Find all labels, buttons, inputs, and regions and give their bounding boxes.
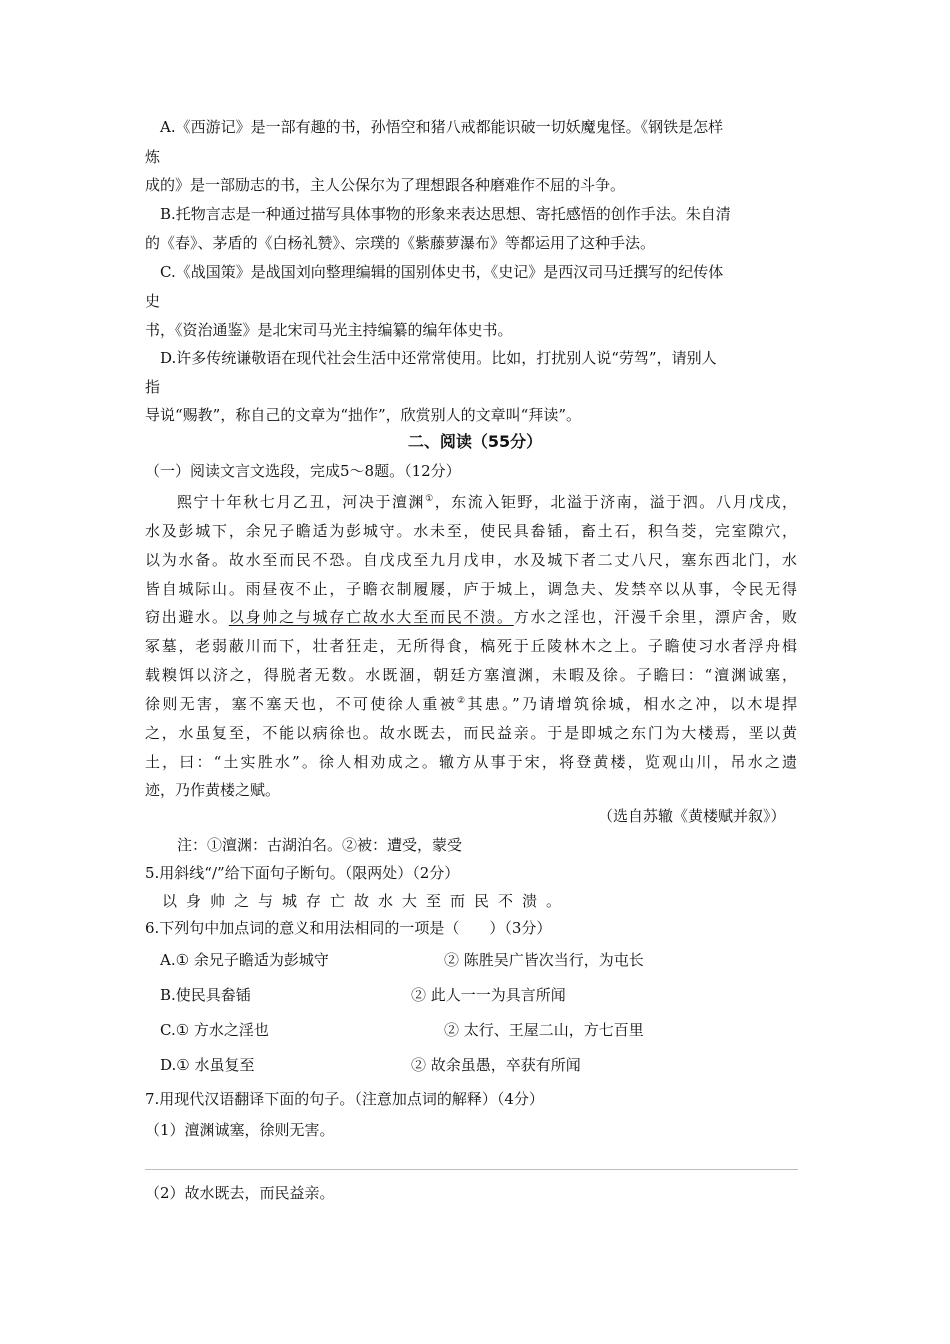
q4-option-a-line3: 成的》是一部励志的书，主人公保尔为了理想跟各种磨难作不屈的斗争。	[145, 176, 626, 194]
q6-option-c-1: C.① 方水之淫也	[160, 1021, 269, 1039]
q4-option-d-line2: 指	[145, 378, 161, 396]
q7-sentence-2: （2）故水既去，而民益亲。	[145, 1184, 335, 1202]
part1-instruction: （一）阅读文言文选段，完成5～8题。（12分）	[145, 462, 461, 480]
q7-stem: 7.用现代汉语翻译下面的句子。（注意加点词的解释）（4分）	[145, 1090, 544, 1108]
passage-line-11: 迹，乃作黄楼之赋。	[145, 781, 281, 799]
q6-option-b-2: ② 此人一一为具言所闻	[411, 986, 566, 1004]
q6-option-a-2: ② 陈胜吴广皆次当行，为屯长	[444, 951, 644, 969]
section-title: 二、阅读（55分）	[407, 432, 543, 451]
passage-line-6: 冢墓，老弱蔽川而下，壮者狂走，无所得食，槁死于丘陵林木之上。子瞻使习水者浮舟楫	[145, 637, 797, 655]
passage-text: ，东流入钜野，北溢于济南，溢于泗。八月戊戌，	[434, 493, 797, 511]
passage-notes: 注：①澶渊：古湖泊名。②被：遭受，蒙受	[177, 836, 463, 854]
q6-option-b-1: B.使民具畚锸	[160, 986, 251, 1004]
q4-option-a-line1: A.《西游记》是一部有趣的书，孙悟空和猪八戒都能识破一切妖魔鬼怪。《钢铁是怎样	[160, 118, 724, 136]
passage-line-1	[177, 492, 797, 512]
footnote-marker-2: ②	[457, 696, 468, 706]
q6-option-a-1: A.① 余兄子瞻适为彭城守	[160, 951, 329, 969]
q5-sentence: 以身帅之与城存亡故水大至而民不溃。	[162, 892, 571, 910]
q4-option-b-line1: B.托物言志是一种通过描写具体事物的形象来表达思想、寄托感悟的创作手法。朱自清	[160, 205, 731, 223]
passage-line-7: 载糗饵以济之，得脱者无数。水既涸，朝廷方塞澶渊，未暇及徐。子瞻曰：“澶渊诚塞，	[145, 666, 797, 684]
underlined-sentence: 以身帅之与城存亡故水大至而民不溃。	[228, 608, 514, 626]
q6-stem: 6.下列句中加点词的意义和用法相同的一项是（ ）（3分）	[145, 919, 552, 937]
passage-text: 徐则无害，塞不塞天也，不可使徐人重被	[145, 695, 458, 713]
passage-line-10: 土，曰：“土实胜水”。徐人相劝成之。辙方从事于宋，将登黄楼，览观山川，吊水之遗	[145, 753, 797, 771]
q4-option-b-line2: 的《春》、茅盾的《白杨礼赞》、宗璞的《紫藤萝瀑布》等都运用了这种手法。	[145, 234, 656, 252]
q4-option-d-line3: 导说“赐教”，称自己的文章为“拙作”，欣赏别人的文章叫“拜读”。	[145, 406, 582, 424]
q6-option-d-2: ② 故余虽愚，卒获有所闻	[411, 1056, 581, 1074]
passage-line-8	[145, 694, 797, 714]
passage-text: 方水之淫也，汗漫千余里，漂庐舍，败	[513, 608, 797, 626]
q4-option-c-line1: C.《战国策》是战国刘向整理编辑的国别体史书，《史记》是西汉司马迁撰写的纪传体	[160, 263, 724, 281]
q6-option-c-2: ② 太行、王屋二山，方七百里	[444, 1021, 644, 1039]
passage-line-4: 皆自城际山。雨昼夜不止，子瞻衣制履屦，庐于城上，调急夫、发禁卒以从事，令民无得	[145, 580, 797, 598]
passage-source: （选自苏辙《黄楼赋并叙》）	[598, 807, 786, 825]
footnote-marker-1: ①	[425, 494, 435, 504]
passage-text: 窃出避水。	[145, 608, 229, 626]
passage-line-9: 之，水虽复至，不能以病徐也。故水既去，而民益亲。于是即城之东门为大楼焉，垩以黄	[145, 724, 797, 742]
passage-line-2: 水及彭城下，余兄子瞻适为彭城守。水未至，使民具畚锸，畜土石，积刍茭，完室隙穴，	[145, 522, 797, 540]
answer-line[interactable]	[145, 1169, 798, 1170]
q4-option-c-line3: 书，《资治通鉴》是北宋司马光主持编纂的编年体史书。	[145, 321, 513, 339]
passage-text: 熙宁十年秋七月乙丑，河决于澶渊	[177, 493, 426, 511]
q4-option-c-line2: 史	[145, 292, 161, 310]
passage-line-3: 以为水备。故水至而民不恐。自戊戌至九月戊申，水及城下者二丈八尺，塞东西北门，水	[145, 551, 797, 569]
q5-stem: 5.用斜线“/”给下面句子断句。（限两处）（2分）	[145, 864, 460, 882]
q7-sentence-1: （1）澶渊诚塞，徐则无害。	[145, 1121, 335, 1139]
q6-option-d-1: D.① 水虽复至	[160, 1056, 255, 1074]
q4-option-a-line2: 炼	[145, 148, 161, 166]
q4-option-d-line1: D.许多传统谦敬语在现代社会生活中还常常使用。比如，打扰别人说“劳驾”，请别人	[160, 349, 717, 367]
passage-line-5	[145, 607, 797, 627]
passage-text: 其患。”乃请增筑徐城，相水之冲，以木堤捍	[467, 695, 797, 713]
